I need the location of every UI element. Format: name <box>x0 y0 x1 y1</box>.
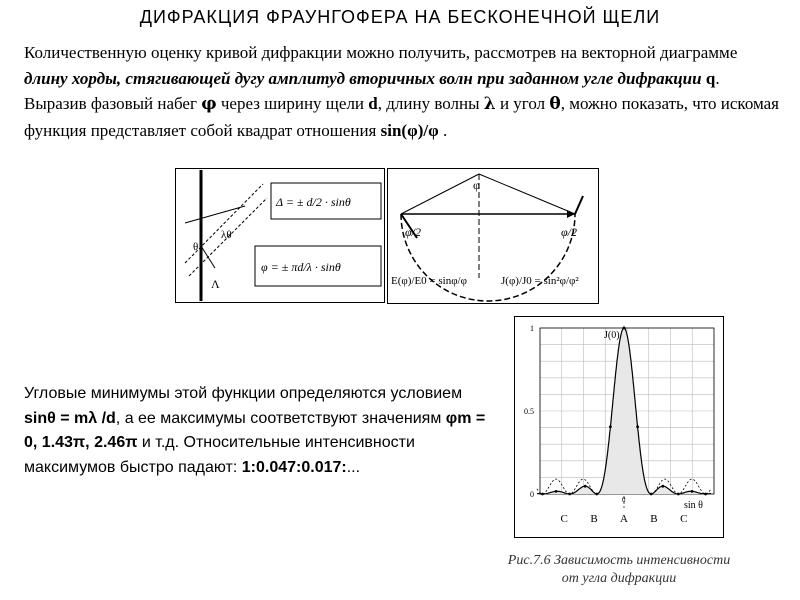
label-lambda-theta: λθ <box>221 229 232 241</box>
intro-text-1: Количественную оценку кривой дифракции можно получить, рассмотрев на векторной диаграмме <box>24 43 738 62</box>
data-point <box>636 425 639 428</box>
y-tick-label: 0.5 <box>524 407 534 416</box>
vector-diagram-figure <box>387 168 599 304</box>
intro-text-7: , можно показать, что искомая функция представляет собой квадрат отношения <box>24 94 780 140</box>
maxima-values: φm = 0, 1.43π, 2.46π <box>24 409 486 451</box>
data-point <box>568 493 571 496</box>
x-marker-label: A <box>620 513 628 525</box>
intro-text-3: . Выразив фазовый набег <box>24 68 720 113</box>
minima-paragraph <box>24 382 494 480</box>
formula-J: J(φ)/J0 = sin²φ/φ² <box>501 275 579 287</box>
data-point <box>704 493 707 496</box>
formula-phi: φ = ± πd/λ · sinθ <box>261 260 341 274</box>
intro-emphasis: длину хорды, стягивающей дугу амплитуд вторичных волн при заданном угле дифракции <box>24 68 702 88</box>
label-phi-top: φ <box>473 178 480 192</box>
intro-symbol-d: d <box>368 94 378 113</box>
minima-text-1: Угловые минимумы этой функции определяются условием <box>24 385 463 402</box>
y-tick-label: 0 <box>530 490 534 499</box>
amplitude-arc <box>401 214 575 301</box>
label-lambda: Λ <box>211 277 220 291</box>
intro-symbol-lambda: λ <box>483 94 496 114</box>
figure-caption <box>474 552 764 588</box>
label-theta: θ <box>193 241 199 253</box>
caption-line-2: от угла дифракции <box>561 571 677 586</box>
data-point <box>623 327 626 330</box>
minima-condition: sinθ = mλ /d <box>24 409 116 427</box>
intro-paragraph <box>24 40 784 143</box>
data-point <box>584 485 587 488</box>
intro-text-8: . <box>438 120 448 140</box>
intro-text-6: и угол <box>495 94 550 113</box>
intro-text-4: через ширину щели <box>216 94 369 113</box>
chart-title: J(0) <box>604 330 620 341</box>
x-marker-label: B <box>650 513 658 525</box>
data-point <box>609 425 612 428</box>
x-marker-label: C <box>560 513 568 525</box>
caption-line-1: Рис.7.6 Зависимость интенсивности <box>507 553 731 568</box>
data-point <box>555 490 558 493</box>
data-point <box>541 493 544 496</box>
intensity-ratios: 1:0.047:0.017: <box>241 458 347 476</box>
intro-text-5: , длину волны <box>377 94 484 113</box>
x-marker-label: C <box>680 513 688 525</box>
x-marker-label: B <box>590 513 598 525</box>
formula-E: E(φ)/E0 = sinφ/φ <box>391 275 467 287</box>
x-axis-label: sin θ <box>684 500 703 511</box>
intro-symbol-q: q <box>705 68 716 88</box>
center-label: 0 <box>622 496 626 504</box>
slit-geometry-figure <box>175 168 385 303</box>
label-phi-half-right: φ/2 <box>561 225 577 239</box>
y-tick-label: 1 <box>530 324 534 333</box>
minima-text-4: ... <box>346 458 361 476</box>
intro-symbol-theta: θ <box>549 94 561 114</box>
data-point <box>650 493 653 496</box>
intro-symbol-phi: φ <box>201 94 217 114</box>
data-point <box>677 493 680 496</box>
formula-delta: Δ = ± d/2 · sinθ <box>276 195 351 209</box>
data-point <box>661 485 664 488</box>
label-phi-half-left: φ/2 <box>405 225 421 239</box>
data-point <box>691 490 694 493</box>
data-point <box>595 493 598 496</box>
intensity-chart <box>514 316 724 538</box>
page-title: ДИФРАКЦИЯ ФРАУНГОФЕРА НА БЕСКОНЕЧНОЙ ЩЕЛИ <box>139 7 661 27</box>
intro-formula: sin(φ)/φ <box>380 120 439 140</box>
minima-text-2: , а ее максимумы соответствуют значениям <box>115 409 446 427</box>
minima-text-3: и т.д. Относительные интенсивности максимумов быстро падают: <box>24 434 415 476</box>
